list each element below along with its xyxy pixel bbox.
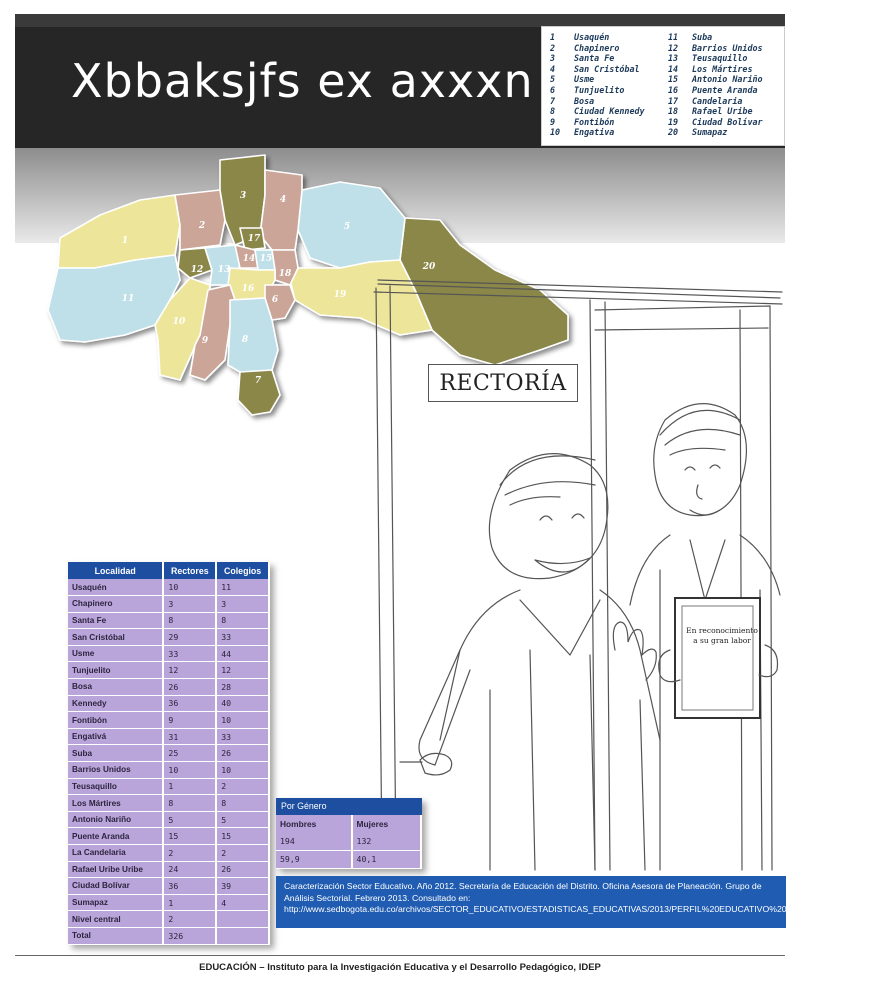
cell-colegios: 3 <box>216 596 269 613</box>
cell-colegios: 15 <box>216 828 269 845</box>
cell-colegios: 39 <box>216 878 269 895</box>
cell-mujeres: 40,1 <box>352 850 421 868</box>
map-label-4: 4 <box>279 195 287 205</box>
rectoria-door-sketch <box>360 270 785 880</box>
source-note: Caracterización Sector Educativo. Año 2012. Secretaría de Educación del Distrito. Oficina Asesora de Planeación. Grupo de Análisis Sectorial. Febrero 2013. Consultado en: http://www.sedbogota.edu.co/archivos/SECTOR_EDUCATIVO/ESTADISTICAS_EDUCATIVAS/2013/PERFIL%20EDUCATIVO%20BOGOTA%202012.pdf <box>276 876 786 928</box>
cell-rectores: 33 <box>163 645 216 662</box>
map-label-17: 17 <box>247 234 261 244</box>
legend-item: 15 Antonio Nariño <box>668 74 763 85</box>
legend-item: 16 Puente Aranda <box>668 84 758 95</box>
table-row <box>68 745 269 762</box>
cell-localidad: Puente Aranda <box>68 828 163 845</box>
table-row <box>68 596 269 613</box>
map-region-san-cristobal <box>260 170 302 250</box>
table-row-total <box>68 927 269 944</box>
cell-localidad: Sumapaz <box>68 894 163 911</box>
column-header-hombres: Hombres <box>276 815 352 832</box>
cell-colegios: 10 <box>216 762 269 779</box>
cell-colegios: 11 <box>216 579 269 596</box>
map-label-10: 10 <box>172 317 186 327</box>
legend-item: 5 Usme <box>550 74 595 85</box>
table-row <box>276 832 421 850</box>
legend-item: 2 Chapinero <box>550 42 620 53</box>
cell-rectores: 24 <box>163 861 216 878</box>
table-row <box>68 645 269 662</box>
cell-rectores: 15 <box>163 828 216 845</box>
cell-localidad: Kennedy <box>68 695 163 712</box>
legend-item: 1 Usaquén <box>550 32 610 42</box>
man-face <box>685 465 720 515</box>
table-row <box>68 728 269 745</box>
legend-item: 19 Ciudad Bolívar <box>668 116 763 127</box>
gender-table-container <box>276 798 422 869</box>
table-row <box>68 629 269 646</box>
cell-localidad: Chapinero <box>68 596 163 613</box>
cell-colegios: 33 <box>216 629 269 646</box>
cell-localidad: Los Mártires <box>68 795 163 812</box>
cell-rectores: 26 <box>163 679 216 696</box>
legend-item: 17 Candelaria <box>668 95 743 106</box>
cell-localidad: Engativá <box>68 728 163 745</box>
cell-rectores: 36 <box>163 695 216 712</box>
table-row <box>68 811 269 828</box>
cell-colegios <box>216 911 269 928</box>
cell-colegios: 33 <box>216 728 269 745</box>
table-row <box>68 712 269 729</box>
locality-legend <box>541 26 785 146</box>
map-label-7: 7 <box>254 376 262 386</box>
map-label-9: 9 <box>201 336 209 346</box>
cell-colegios: 2 <box>216 778 269 795</box>
boy-hand-raised <box>613 622 656 680</box>
footer-divider <box>15 955 785 956</box>
cell-colegios <box>216 927 269 944</box>
legend-column-left <box>550 32 662 145</box>
door-panel <box>595 306 772 870</box>
cell-colegios: 4 <box>216 894 269 911</box>
cell-colegios: 10 <box>216 712 269 729</box>
table-row <box>68 612 269 629</box>
legend-item: 6 Tunjuelito <box>550 84 625 95</box>
cell-hombres: 59,9 <box>276 850 352 868</box>
cell-colegios: 44 <box>216 645 269 662</box>
map-region-usme <box>298 182 405 268</box>
cell-rectores: 1 <box>163 894 216 911</box>
table-row <box>68 662 269 679</box>
door-handle <box>400 753 452 775</box>
legend-item: 4 San Cristóbal <box>550 63 640 74</box>
cell-localidad: Fontibón <box>68 712 163 729</box>
table-row <box>68 695 269 712</box>
cell-rectores: 2 <box>163 911 216 928</box>
map-label-20: 20 <box>422 262 436 272</box>
cell-localidad: Bosa <box>68 679 163 696</box>
cell-localidad: Total <box>68 927 163 944</box>
cell-colegios: 26 <box>216 745 269 762</box>
cell-rectores: 1 <box>163 778 216 795</box>
table-row <box>68 878 269 895</box>
table-row <box>68 762 269 779</box>
cell-colegios: 40 <box>216 695 269 712</box>
legend-item: 11 Suba <box>668 32 713 42</box>
column-header-rectores: Rectores <box>163 562 216 579</box>
map-label-15: 15 <box>259 254 273 264</box>
map-label-14: 14 <box>242 254 256 264</box>
cell-mujeres: 132 <box>352 832 421 850</box>
cell-rectores: 3 <box>163 596 216 613</box>
table-row <box>68 861 269 878</box>
cell-localidad: Ciudad Bolívar <box>68 878 163 895</box>
legend-item: 14 Los Mártires <box>668 63 753 74</box>
cell-localidad: Nivel central <box>68 911 163 928</box>
cell-localidad: Teusaquillo <box>68 778 163 795</box>
plaque-frame <box>675 598 760 718</box>
table-row <box>68 911 269 928</box>
cell-rectores: 8 <box>163 612 216 629</box>
column-header-mujeres: Mujeres <box>352 815 421 832</box>
gender-header-row <box>276 815 421 832</box>
cell-localidad: La Candelaria <box>68 845 163 862</box>
cell-hombres: 194 <box>276 832 352 850</box>
cell-colegios: 5 <box>216 811 269 828</box>
boy-hair <box>500 456 595 505</box>
map-label-8: 8 <box>241 335 249 345</box>
cell-rectores: 29 <box>163 629 216 646</box>
plaque-text <box>682 626 762 646</box>
cell-rectores: 25 <box>163 745 216 762</box>
boy-face <box>535 514 590 572</box>
cell-colegios: 2 <box>216 845 269 862</box>
cell-rectores: 31 <box>163 728 216 745</box>
map-label-5: 5 <box>343 222 351 232</box>
cell-rectores: 5 <box>163 811 216 828</box>
legend-item: 18 Rafael Uribe <box>668 106 753 117</box>
map-label-1: 1 <box>121 236 129 246</box>
map-region-chapinero <box>175 190 225 250</box>
cell-localidad: Suba <box>68 745 163 762</box>
table-row <box>68 828 269 845</box>
cell-localidad: Santa Fe <box>68 612 163 629</box>
cell-rectores: 10 <box>163 579 216 596</box>
rectores-table-container <box>68 562 270 945</box>
legend-item: 7 Bosa <box>550 95 595 106</box>
cell-localidad: Usme <box>68 645 163 662</box>
cell-rectores: 2 <box>163 845 216 862</box>
table-row <box>68 579 269 596</box>
legend-item: 20 Sumapaz <box>668 127 728 138</box>
rectoria-sign: RECTORÍA <box>428 364 578 402</box>
column-header-localidad: Localidad <box>68 562 163 579</box>
cell-rectores: 12 <box>163 662 216 679</box>
cell-localidad: San Cristóbal <box>68 629 163 646</box>
column-header-colegios: Colegios <box>216 562 269 579</box>
cell-localidad: Barrios Unidos <box>68 762 163 779</box>
map-label-11: 11 <box>121 294 135 304</box>
cell-colegios: 8 <box>216 612 269 629</box>
map-label-2: 2 <box>198 221 206 231</box>
cell-rectores: 8 <box>163 795 216 812</box>
cell-rectores: 10 <box>163 762 216 779</box>
man-hair <box>660 410 740 455</box>
map-label-6: 6 <box>271 295 279 305</box>
cell-localidad: Usaquén <box>68 579 163 596</box>
legend-item: 13 Teusaquillo <box>668 53 748 64</box>
cell-localidad: Rafael Uribe Uribe <box>68 861 163 878</box>
page-title: Xbbaksjfs ex axxxn <box>71 54 534 108</box>
boy-arm <box>419 650 470 765</box>
gender-table <box>276 815 422 869</box>
map-label-13: 13 <box>217 265 231 275</box>
map-label-12: 12 <box>190 265 204 275</box>
cell-rectores: 326 <box>163 927 216 944</box>
map-label-19: 19 <box>333 290 347 300</box>
legend-item: 10 Engativa <box>550 127 615 138</box>
cell-colegios: 28 <box>216 679 269 696</box>
table-header-row <box>68 562 269 579</box>
cell-colegios: 26 <box>216 861 269 878</box>
cell-localidad: Antonio Nariño <box>68 811 163 828</box>
rectores-table <box>68 562 270 945</box>
cell-rectores: 9 <box>163 712 216 729</box>
map-label-18: 18 <box>278 269 292 279</box>
plaque-line-1: En reconocimiento <box>686 626 758 635</box>
legend-item: 9 Fontibón <box>550 116 615 127</box>
plaque-line-2: a su gran labor <box>693 636 751 645</box>
table-row <box>68 795 269 812</box>
map-label-3: 3 <box>239 191 247 201</box>
legend-item: 12 Barrios Unidos <box>668 42 763 53</box>
table-row <box>276 850 421 868</box>
legend-column-right <box>668 32 780 145</box>
legend-item: 8 Ciudad Kennedy <box>550 106 645 117</box>
table-row <box>68 778 269 795</box>
cell-colegios: 12 <box>216 662 269 679</box>
cell-localidad: Tunjuelito <box>68 662 163 679</box>
legend-item: 3 Santa Fe <box>550 53 615 64</box>
map-label-16: 16 <box>241 284 255 294</box>
cell-colegios: 8 <box>216 795 269 812</box>
table-row <box>68 845 269 862</box>
cell-rectores: 36 <box>163 878 216 895</box>
table-row <box>68 679 269 696</box>
gender-table-title: Por Género <box>276 798 422 815</box>
table-row <box>68 894 269 911</box>
page-footer: EDUCACIÓN – Instituto para la Investigación Educativa y el Desarrollo Pedagógico, IDEP <box>199 962 601 973</box>
